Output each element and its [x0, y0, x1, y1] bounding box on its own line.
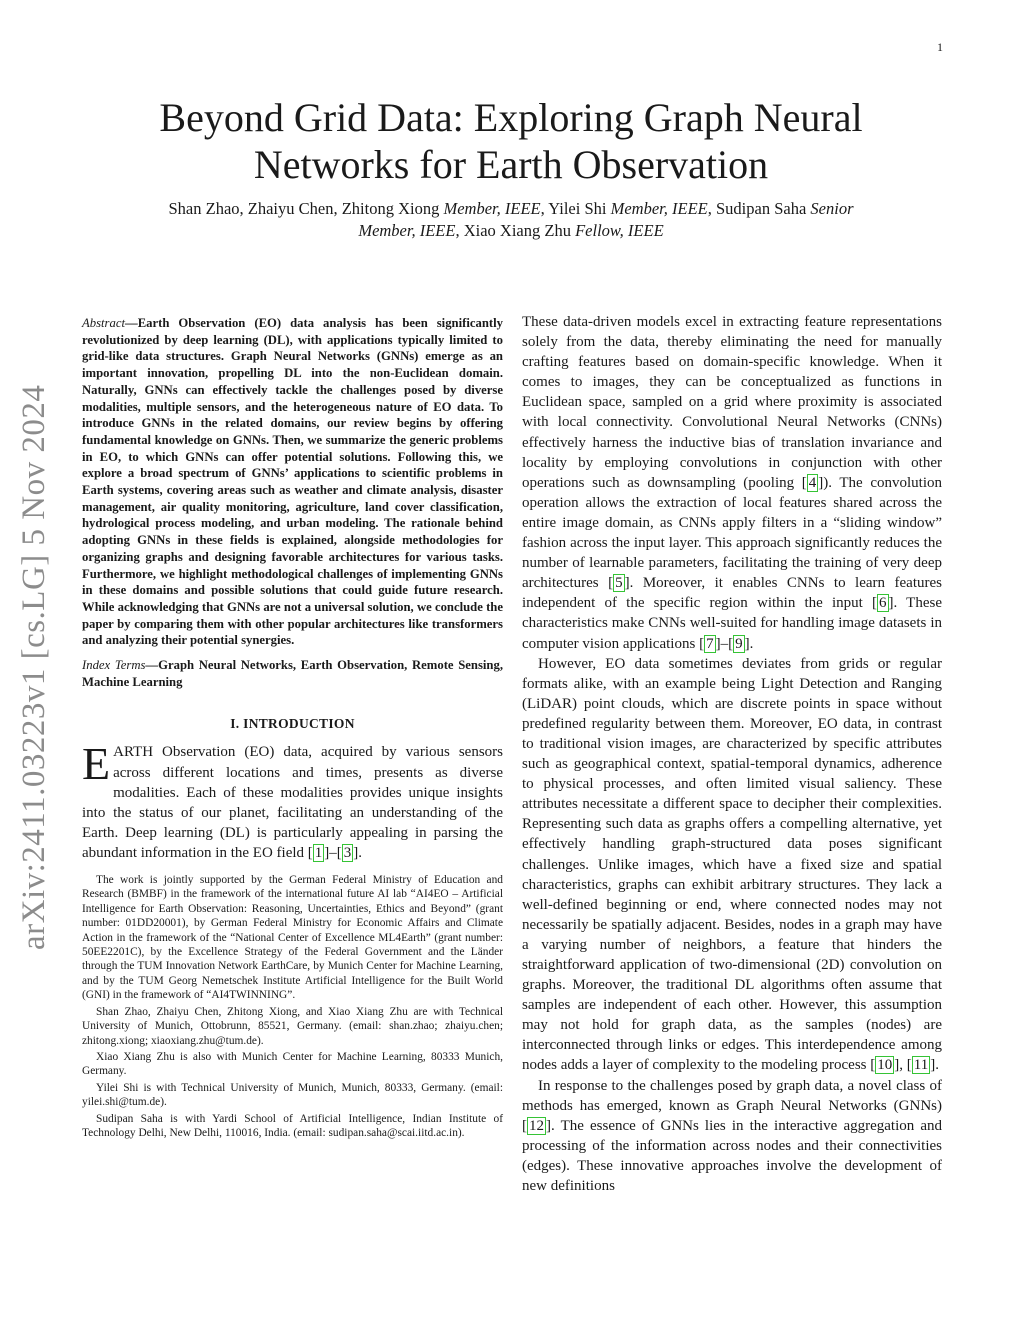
footnote-affiliation: Xiao Xiang Zhu is also with Munich Center for Machine Learning, 80333 Munich, Germany.	[82, 1050, 503, 1078]
body-text: However, EO data sometimes deviates from grids or regular formats alike, with an example being Light Detection and Ranging (LiDAR) point clouds, which are discrete points in space without predefined regularity between them. Moreover, EO data, in contrast to traditional vision images, are characterized by specific attributes such as geographical context, spatial-temporal dynamics, adherence to physical processes, and often limited visual saliency. These attributes necessitate a different space to decipher their complexities. Representing such data as graphs offers a compelling alternative, yet effectively handling graph-structured data poses significant challenges. Unlike images, which have a fixed size and spatial characteristics, graphs can exhibit arbitrary structures. They lack a well-defined beginning or end, where connected nodes may not necessarily be spatially adjacent. Besides, nodes in a graph may have a varying number of neighbors, a feature that hinders the straightforward application of two-dimensional (2D) convolution on graphs. Moreover, the traditional DL algorithms often assume that samples are independent of each other. However, this assumption may not hold for graph data, as the samples (nodes) are interconnected through links or edges. This interdependence among nodes adds a layer of complexity to the modeling process	[522, 655, 942, 1074]
citation-link[interactable]: 5	[615, 575, 623, 592]
citation-link[interactable]: 6	[879, 595, 887, 612]
body-text: ). The convolution operation allows the extraction of local features shared across the entire image domain, as CNNs apply filters in a “sliding window” fashion across the input layer. This approach significantly reduces the number of learnable parameters, facilitating the training of very deep architectures	[522, 474, 942, 592]
citation-separator: ,	[899, 1057, 907, 1074]
body-text: . These characteristics make CNNs well-suited for handling image datasets in computer vision applications	[522, 595, 942, 652]
footnote-affiliation: Sudipan Saha is with Yardi School of Artificial Intelligence, Indian Institute of Technology Delhi, New Delhi, 110016, India. (email: sudipan.saha@scai.iitd.ac.in).	[82, 1112, 503, 1139]
arxiv-identifier-stamp: arXiv:2411.03223v1 [cs.LG] 5 Nov 2024	[16, 384, 52, 950]
author-role: Fellow, IEEE	[575, 221, 664, 240]
page-number: 1	[937, 40, 943, 54]
author-group-1: Shan Zhao, Zhaiyu Chen, Zhitong Xiong	[168, 199, 444, 218]
index-terms-text: —Graph Neural Networks, Earth Observation, Remote Sensing, Machine Learning	[82, 658, 504, 689]
citation-link[interactable]: 4	[808, 474, 817, 491]
body-text: These data-driven models excel in extracting feature representations solely from the data, thereby eliminating the need for manually crafting features based on domain-specific knowledge. When it comes to images, they can be conceptualized as functions in Euclidean space, sampled on a grid where proximity is associated with local connectivity. Convolutional Neural Networks (CNNs) effectively harness the inductive bias of translation invariance and locality by employing convolutions in conjunction with other operations such as downsampling (pooling	[522, 314, 942, 491]
body-paragraph-1: These data-driven models excel in extracting feature representations solely from the data, thereby eliminating the need for manually crafting features based on domain-specific knowledge. When it comes to images, they can be conceptualized as functions in Euclidean space, sampled on a grid where proximity is associated with local connectivity. Convolutional Neural Networks (CNNs) effectively harness the inductive bias of translation invariance and locality by employing convolutions in conjunction with other operations such as downsampling (pooling [ 4 ]). The convolution operation allows the extraction of local features shared across the entire image domain, as CNNs apply filters in a “sliding window” fashion across the input layer. This approach significantly reduces the number of learnable parameters, facilitating the training of very deep architectures [ 5 ]. Moreover, it enables CNNs to learn features independent of the specific region within the input [ 6 ]. These characteristics make CNNs well-suited for handling image datasets in computer vision applications [ 7 ]–[ 9 ].	[522, 314, 942, 652]
sentence-end: .	[358, 844, 363, 861]
citation-link[interactable]: 1	[314, 844, 323, 861]
section-heading-introduction	[82, 716, 503, 732]
intro-caps: ARTH	[113, 744, 154, 761]
citation-range-dash: –	[329, 844, 337, 861]
author-role: Member, IEEE	[358, 221, 456, 240]
body-text: . Moreover, it enables CNNs to learn features independent of the specific region within the input	[522, 575, 942, 612]
index-terms-label: Index Terms	[82, 658, 146, 673]
title-line-2: Networks for Earth Observation	[253, 142, 769, 187]
section-numeral: I.	[230, 716, 244, 732]
paper-title	[80, 94, 942, 188]
author-group-2: , Yilei Shi	[540, 199, 611, 218]
body-text: . The essence of GNNs lies in the interactive aggregation and processing of the information across nodes and their connectivities (edges). These innovative approaches involve the development of new definitions	[522, 1117, 942, 1195]
citation-link[interactable]: 3	[343, 844, 352, 861]
title-line-1: Beyond Grid Data: Exploring Graph Neural	[159, 95, 863, 140]
footnote-funding: The work is jointly supported by the German Federal Ministry of Education and Research (BMBF) in the framework of the international future AI lab “AI4EO – Artificial Intelligence for Earth Observation: Reasoning, Uncertainties, Ethics and Beyond” (grant number: 01DD20001), by German Federal Ministry for Economic Affairs and Climate Action in the framework of the “National Center of Excellence ML4Earth” (grant number: 50EE2201C), by the Excellence Strategy of the Federal Government and the Länder through the TUM Innovation Network EarthCare, by Munich Center for Machine Learning, and by the TUM Georg Nemetschek Institute Artificial Intelligence for the Built World (GNI) in the framework of “AI4TWINNING”.	[82, 874, 503, 1002]
section-title-rest: NTRODUCTION	[248, 716, 355, 732]
sentence-end: .	[935, 1057, 939, 1074]
left-column	[82, 315, 503, 1142]
introduction-paragraph: EARTH Observation (EO) data, acquired by various sensors across different locations and times, presents as diverse modalities. Each of these modalities provides unique insights into the status of our planet, facilitating an understanding of the Earth. Deep learning (DL) is particularly appealing in parsing the abundant information in the EO field [ 1 ]–[ 3 ].	[82, 738, 503, 861]
drop-cap: E	[82, 738, 111, 790]
citation-link[interactable]: 7	[706, 635, 714, 652]
citation-link[interactable]: 11	[913, 1057, 929, 1074]
citation-link[interactable]: 12	[529, 1117, 544, 1134]
section-first-letter: I	[243, 716, 249, 732]
author-role: Member, IEEE	[610, 199, 708, 218]
author-role: Senior	[810, 199, 854, 218]
footnotes	[82, 873, 503, 1140]
author-list	[80, 198, 942, 242]
abstract	[82, 315, 503, 649]
abstract-label: Abstract	[82, 316, 125, 330]
footnote-affiliation: Shan Zhao, Zhaiyu Chen, Zhitong Xiong, and Xiao Xiang Zhu are with Technical University of Munich, Ottobrunn, 85521, Germany. (email: shan.zhao; zhaiyu.chen; zhitong.xiong; xiaoxiang.zhu@tum.de).	[82, 1005, 503, 1047]
index-terms	[82, 657, 503, 690]
footnote-affiliation: Yilei Shi is with Technical University of Munich, Munich, 80333, Germany. (email: yilei.shi@tum.de).	[82, 1081, 503, 1109]
right-column	[522, 312, 942, 1196]
intro-text: Observation (EO) data, acquired by various sensors across different locations and times, presents as diverse modalities. Each of these modalities provides unique insights into the status of our planet, facilitating an understanding of the Earth. Deep learning (DL) is particularly appealing in parsing the abundant information in the EO field	[82, 744, 503, 861]
body-paragraph-2: However, EO data sometimes deviates from grids or regular formats alike, with an example being Light Detection and Ranging (LiDAR) point clouds, which are discrete points in space without predefined regularity between them. Moreover, EO data, in contrast to traditional vision images, are characterized by specific attributes such as geographical context, spatial-temporal dynamics, adherence to physical processes, and often limited visual saliency. These attributes necessitate a different space to decipher their complexities. Representing such data as graphs offers a compelling alternative, yet effectively handling graph-structured data poses significant challenges. Unlike images, which have a fixed size and spatial characteristics, graphs can exhibit arbitrary structures. They lack a well-defined beginning or end, where connected nodes may not necessarily be spatially adjacent. Besides, nodes in a graph may have a varying number of neighbors, a feature that hinders the straightforward application of two-dimensional (2D) convolution on graphs. Moreover, the traditional DL algorithms often assume that samples are independent of each other. However, this assumption may not hold for graph data, as the samples (nodes) are interconnected through links or edges. This interdependence among nodes adds a layer of complexity to the modeling process [ 10 ], [ 11 ].	[522, 655, 942, 1074]
citation-link[interactable]: 9	[735, 635, 743, 652]
author-group-3: , Sudipan Saha	[707, 199, 811, 218]
citation-link[interactable]: 10	[877, 1057, 893, 1074]
author-role: Member, IEEE	[443, 199, 541, 218]
body-paragraph-3: In response to the challenges posed by graph data, a novel class of methods has emerged, known as Graph Neural Networks (GNNs) [ 12 ]. The essence of GNNs lies in the interactive aggregation and processing of the information across nodes and their connectivities (edges). These innovative approaches involve the development of new definitions	[522, 1077, 942, 1195]
sentence-end: .	[749, 635, 754, 652]
body-text: In response to the challenges posed by graph data, a novel class of methods has emerged, known as Graph Neural Networks (GNNs)	[522, 1077, 942, 1114]
citation-range-dash: –	[720, 635, 729, 652]
author-group-4: , Xiao Xiang Zhu	[455, 221, 576, 240]
abstract-text: —Earth Observation (EO) data analysis has been significantly revolutionized by deep learning (DL), with applications typically limited to grid-like data structures. Graph Neural Networks (GNNs) emerge as an important innovation, propelling DL into the non-Euclidean domain. Naturally, GNNs can effectively tackle the challenges posed by diverse modalities, multiple sensors, and the heterogeneous nature of EO data. To introduce GNNs in the related domains, our review begins by offering fundamental knowledge on GNNs. Then, we summarize the generic problems in EO, to which GNNs can offer potential solutions. Following this, we explore a broad spectrum of GNNs’ applications to scientific problems in Earth systems, covering areas such as weather and climate analysis, disaster management, air quality monitoring, agriculture, land cover classification, hydrological process modeling, and urban modeling. The rationale behind adopting GNNs in these fields is explained, alongside methodologies for organizing graphs and designing favorable architectures for various tasks. Furthermore, we highlight methodological challenges of implementing GNNs in these domains and possible solutions that could guide future research. While acknowledging that GNNs are not a universal solution, we conclude the paper by comparing them with other popular architectures like transformers and analyzing their potential synergies.	[82, 316, 503, 648]
